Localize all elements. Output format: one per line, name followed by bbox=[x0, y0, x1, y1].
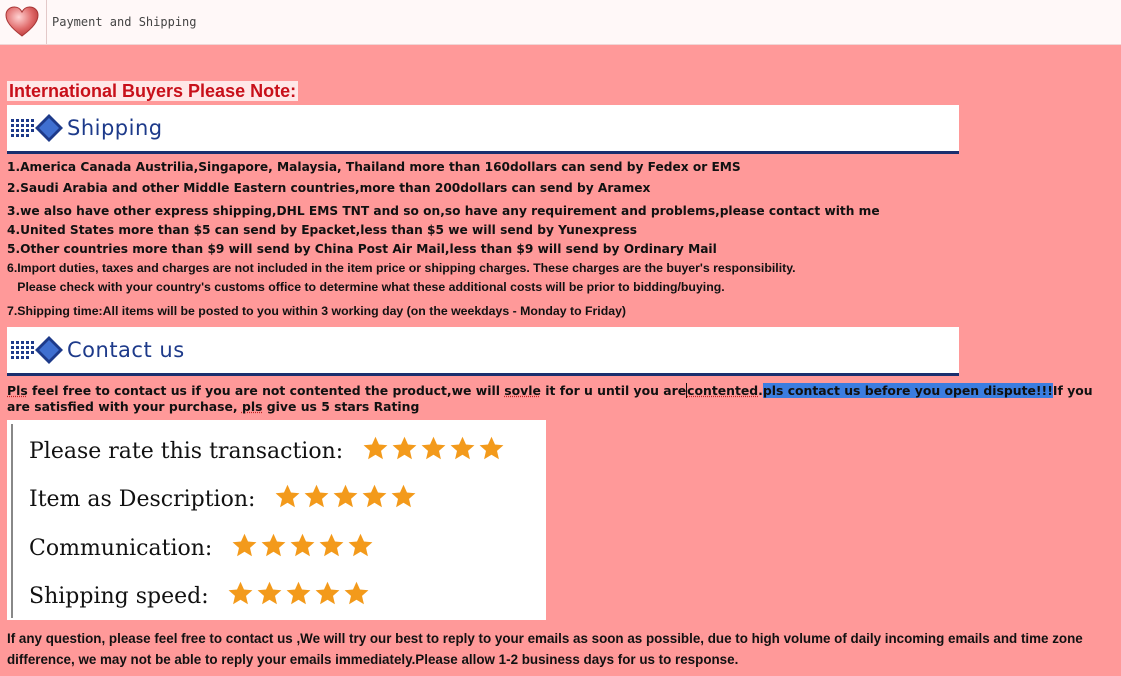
contact-text-part: give us 5 stars Rating bbox=[262, 399, 420, 414]
star-icon bbox=[478, 435, 505, 462]
selected-text-highlight: pls contact us before you open dispute!!! bbox=[762, 383, 1053, 398]
card-border bbox=[11, 424, 13, 618]
contact-text-part: If you are satisfied with your purchase, bbox=[7, 383, 1093, 414]
rating-row-description bbox=[29, 483, 419, 515]
star-icon bbox=[390, 483, 417, 510]
star-icon bbox=[347, 532, 374, 559]
star-icon bbox=[332, 483, 359, 510]
star-icon bbox=[420, 435, 447, 462]
star-rating bbox=[362, 435, 507, 467]
star-icon bbox=[227, 580, 254, 607]
contact-text-part: it for u until you are bbox=[540, 383, 687, 398]
rating-label: Shipping speed: bbox=[29, 583, 209, 609]
shipping-item-5: 5.Other countries more than $9 will send by China Post Air Mail,less than $9 will send by Ordinary Mail bbox=[7, 242, 717, 256]
title-bar bbox=[0, 0, 1121, 45]
rating-label: Please rate this transaction: bbox=[29, 438, 344, 464]
shipping-item-4: 4.United States more than $5 can send by Epacket,less than $5 we will send by Yunexpress bbox=[7, 223, 638, 237]
rating-row-transaction bbox=[29, 435, 507, 467]
star-icon bbox=[260, 532, 287, 559]
rating-row-communication bbox=[29, 532, 376, 564]
diamond-logo-icon bbox=[11, 335, 65, 365]
footer-notice: If any question, please feel free to contact us ,We will try our best to reply to your emails as soon as possible, due to high volume of daily incoming emails and time zone difference, we may not be able to reply your emails immediately.Please allow 1-2 business days for us to response. bbox=[7, 631, 1083, 667]
shipping-item-6-continued: Please check with your country's customs office to determine what these additional costs will be prior to bidding/buying. bbox=[7, 280, 725, 294]
heart-icon-box bbox=[0, 0, 47, 44]
contact-text-part: pls bbox=[241, 399, 263, 414]
star-icon bbox=[289, 532, 316, 559]
contact-text-part: Pls bbox=[7, 383, 28, 398]
shipping-item-3: 3.we also have other express shipping,DHL EMS TNT and so on,so have any requirement and problems,please contact with me bbox=[7, 204, 880, 218]
contact-text-part: sovle bbox=[504, 383, 541, 398]
star-icon bbox=[361, 483, 388, 510]
rating-card bbox=[7, 420, 546, 620]
shipping-item-6: 6.Import duties, taxes and charges are not included in the item price or shipping charges. These charges are the buyer's responsibility. bbox=[7, 261, 796, 275]
page-title: Payment and Shipping bbox=[52, 15, 197, 29]
contact-text-part: contented bbox=[687, 383, 759, 398]
rating-label: Communication: bbox=[29, 535, 213, 561]
shipping-item-2: 2.Saudi Arabia and other Middle Eastern countries,more than 200dollars can send by Aramex bbox=[7, 181, 651, 195]
shipping-banner bbox=[7, 105, 959, 154]
heart-icon bbox=[5, 6, 39, 38]
star-rating bbox=[274, 483, 419, 515]
shipping-item-1: 1.America Canada Austrilia,Singapore, Malaysia, Thailand more than 160dollars can send by Fedex or EMS bbox=[7, 160, 741, 174]
contact-banner-label: Contact us bbox=[67, 338, 185, 362]
star-icon bbox=[231, 532, 258, 559]
star-icon bbox=[318, 532, 345, 559]
contact-banner bbox=[7, 327, 959, 376]
rating-row-shipping-speed bbox=[29, 580, 372, 612]
star-rating bbox=[227, 580, 372, 612]
diamond-logo-icon bbox=[11, 113, 65, 143]
star-icon bbox=[256, 580, 283, 607]
star-icon bbox=[303, 483, 330, 510]
shipping-item-7: 7.Shipping time:All items will be posted to you within 3 working day (on the weekdays - Monday to Friday) bbox=[7, 304, 627, 318]
international-buyers-heading: International Buyers Please Note: bbox=[9, 81, 297, 101]
star-icon bbox=[449, 435, 476, 462]
star-icon bbox=[391, 435, 418, 462]
contact-text-part: . bbox=[758, 383, 763, 398]
star-icon bbox=[285, 580, 312, 607]
contact-text-part: feel free to contact us if you are not contented the product,we will bbox=[27, 383, 505, 398]
star-icon bbox=[274, 483, 301, 510]
shipping-banner-label: Shipping bbox=[67, 116, 163, 140]
rating-label: Item as Description: bbox=[29, 486, 256, 512]
star-icon bbox=[362, 435, 389, 462]
contact-paragraph bbox=[7, 383, 1117, 415]
star-icon bbox=[343, 580, 370, 607]
star-rating bbox=[231, 532, 376, 564]
star-icon bbox=[314, 580, 341, 607]
